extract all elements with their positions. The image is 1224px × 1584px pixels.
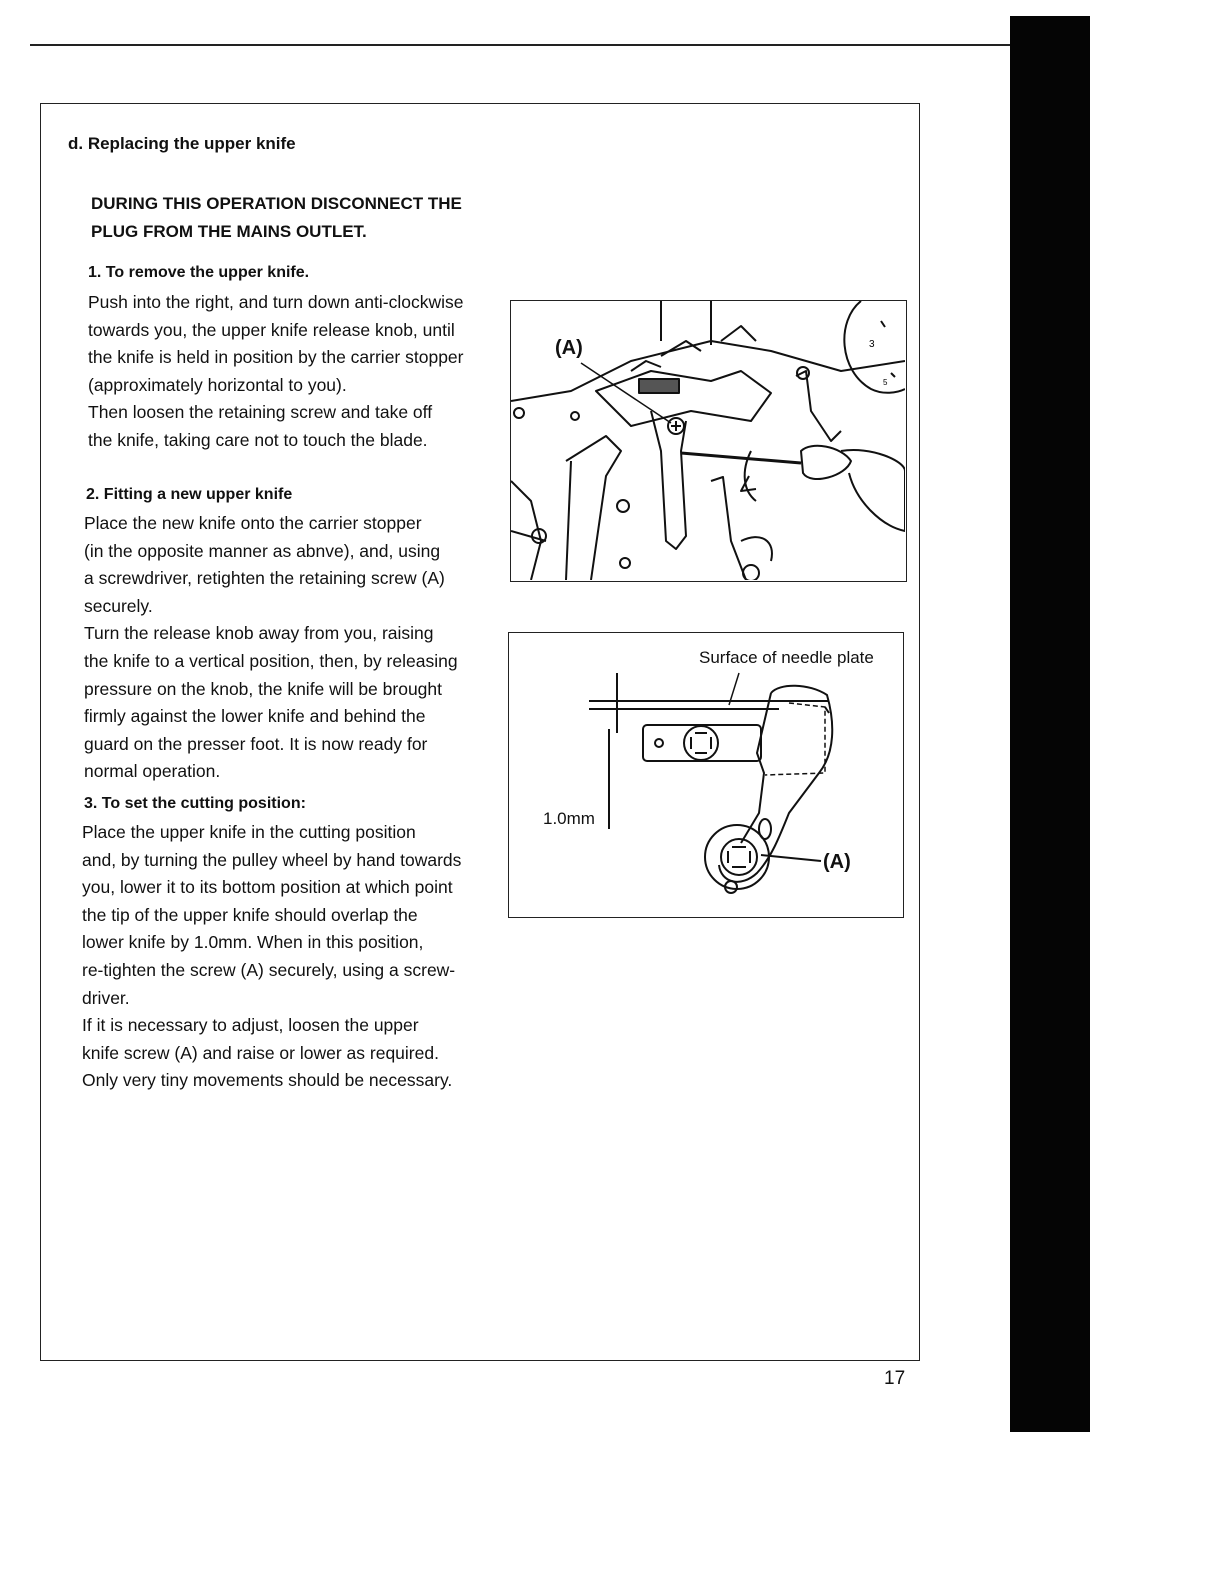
- text-line: pressure on the knob, the knife will be brought: [84, 678, 442, 699]
- top-rule: [30, 44, 1010, 46]
- step-2-heading: 2. Fitting a new upper knife: [86, 486, 293, 503]
- text-line: lower knife by 1.0mm. When in this position,: [82, 932, 424, 953]
- text-line: (in the opposite manner as abnve), and, using: [84, 540, 441, 561]
- knife-position-diagram: [508, 632, 904, 918]
- text-line: knife screw (A) and raise or lower as required.: [82, 1042, 439, 1063]
- text-line: the knife, taking care not to touch the blade.: [88, 429, 428, 450]
- text-line: Push into the right, and turn down anti-clockwise: [88, 292, 464, 312]
- text-line: Place the upper knife in the cutting position: [82, 822, 416, 842]
- text-line: the tip of the upper knife should overlap the: [82, 904, 418, 925]
- step-3-heading: 3. To set the cutting position:: [84, 795, 306, 812]
- text-line: towards you, the upper knife release knob, until: [88, 319, 455, 340]
- page-number: 17: [884, 1368, 906, 1389]
- safety-warning: DURING THIS OPERATION DISCONNECT THE PLUG FROM THE MAINS OUTLET.: [91, 194, 462, 241]
- text-line: (approximately horizontal to you).: [88, 374, 347, 395]
- text-line: Then loosen the retaining screw and take off: [88, 402, 433, 423]
- text-line: Place the new knife onto the carrier stopper: [84, 513, 422, 533]
- text-line: If it is necessary to adjust, loosen the upper: [82, 1015, 419, 1036]
- text-line: guard on the presser foot. It is now ready for: [84, 733, 428, 754]
- section-title: d. Replacing the upper knife: [68, 134, 296, 153]
- overlap-measure-label: 1.0mm: [543, 809, 595, 828]
- step-2-text: [84, 510, 498, 786]
- dial-mark: 3: [869, 339, 875, 350]
- text-line: normal operation.: [84, 761, 221, 782]
- text-line: and, by turning the pulley wheel by hand towards: [82, 849, 462, 870]
- step-3-text: [82, 819, 496, 1095]
- needle-plate-surface-label: Surface of needle plate: [699, 648, 874, 667]
- text-line: the knife is held in position by the carrier stopper: [88, 347, 464, 368]
- text-line: securely.: [84, 595, 153, 616]
- text-line: firmly against the lower knife and behind the: [84, 706, 426, 727]
- machine-illustration: [510, 300, 907, 582]
- step-1-heading: 1. To remove the upper knife.: [88, 264, 310, 281]
- label-a-machine: (A): [555, 337, 583, 359]
- scan-edge-bar: [1010, 16, 1090, 1432]
- text-line: the knife to a vertical position, then, by releasing: [84, 650, 458, 671]
- text-line: driver.: [82, 987, 130, 1008]
- text-line: a screwdriver, retighten the retaining screw (A): [84, 568, 445, 589]
- label-a-screw: (A): [823, 851, 851, 873]
- text-line: you, lower it to its bottom position at which point: [82, 877, 453, 898]
- step-1-text: [88, 289, 500, 455]
- text-line: Turn the release knob away from you, raising: [84, 623, 434, 644]
- text-line: re-tighten the screw (A) securely, using a screw-: [82, 959, 456, 980]
- text-line: Only very tiny movements should be necessary.: [82, 1070, 453, 1091]
- dial-mark: 5: [883, 378, 888, 387]
